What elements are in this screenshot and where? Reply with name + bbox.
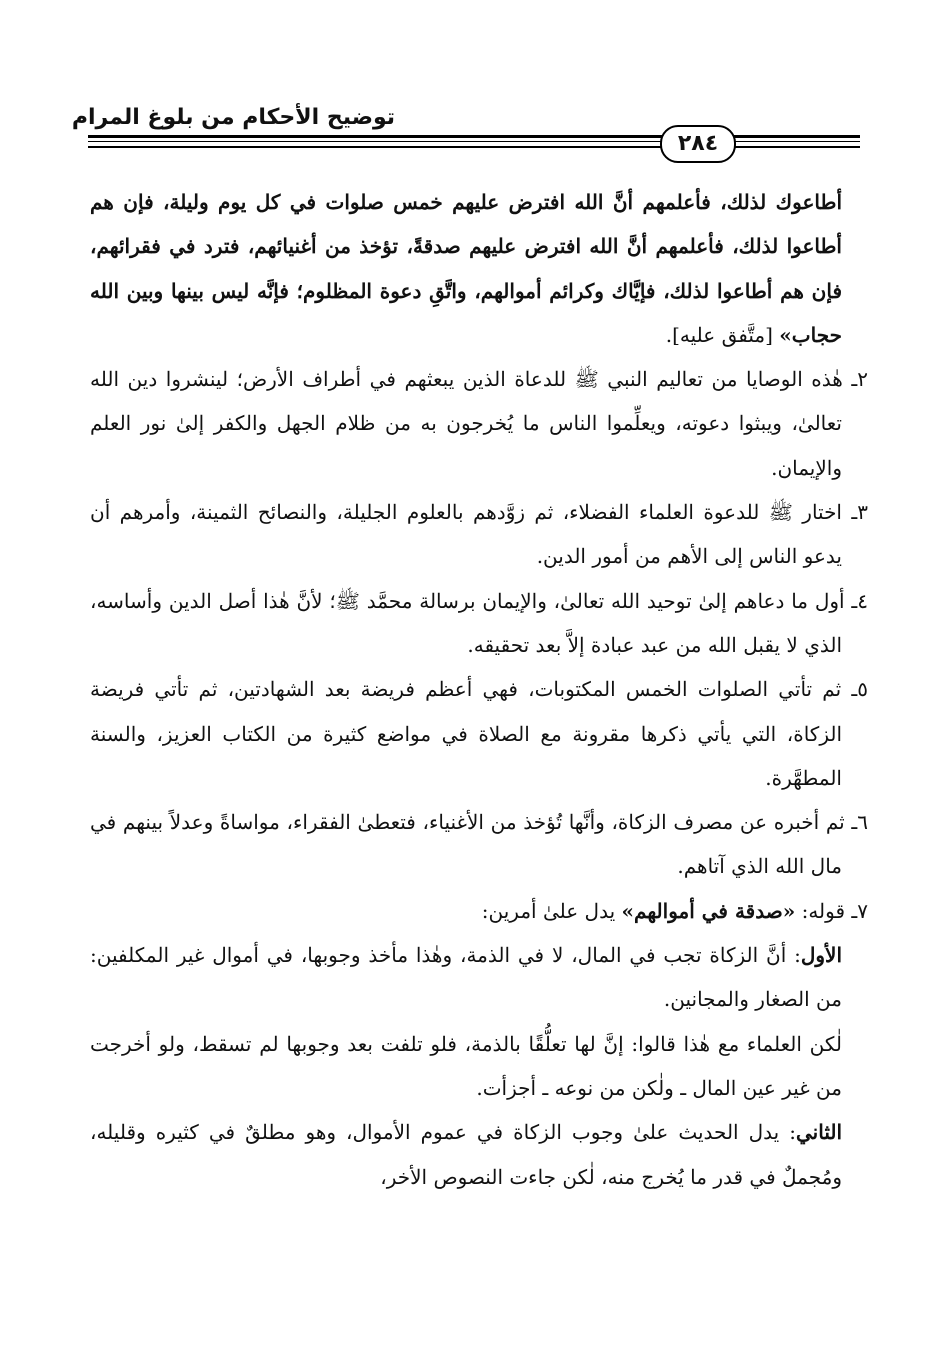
hadith-source: [متَّفق عليه]. bbox=[665, 322, 780, 347]
hadith-paragraph bbox=[90, 180, 842, 357]
point-5 bbox=[90, 667, 868, 800]
header-rule-bottom bbox=[88, 146, 860, 148]
point-text: ثم تأتي الصلوات الخمس المكتوبات، فهي أعظم فريضة بعد الشهادتين، ثم تأتي فريضة الزكاة، التي يأتي ذكرها مقرونة مع الصلاة في مواضع كثيرة من الكتاب العزيز، والسنة المطهَّرة. bbox=[90, 677, 852, 790]
header-rule-thin bbox=[88, 141, 860, 142]
point-3 bbox=[90, 490, 868, 579]
point-4 bbox=[90, 579, 868, 668]
second-text: : يدل الحديث علىٰ وجوب الزكاة في عموم الأموال، وهو مطلقٌ في كثيره وقليله، ومُجملٌ في قدر ما يُخرج منه، لٰكن جاءت النصوص الأخر، bbox=[90, 1120, 842, 1189]
first-matter bbox=[90, 933, 842, 1022]
point-6 bbox=[90, 800, 868, 889]
header-rule-thick bbox=[88, 135, 860, 138]
point-2 bbox=[90, 357, 868, 490]
point-number: ٣ـ bbox=[851, 500, 868, 525]
scholars-note: لٰكن العلماء مع هٰذا قالوا: إنَّ لها تعلُّقًا بالذمة، فلو تلفت بعد وجوبها لم تسقط، ولو أخرجت من غير عين المال ـ ولٰكن من نوعه ـ أجزأت. bbox=[90, 1031, 842, 1100]
page-body bbox=[90, 180, 868, 1270]
page-number-badge: ٢٨٤ bbox=[660, 125, 736, 163]
point-text: أول ما دعاهم إلىٰ توحيد الله تعالىٰ، والإيمان برسالة محمَّد ﷺ؛ لأنَّ هٰذا أصل الدين وأساسه، الذي لا يقبل الله من عبد عبادة إلاَّ بعد تحقيقه. bbox=[90, 588, 852, 657]
second-matter bbox=[90, 1110, 842, 1199]
point-text: ثم أخبره عن مصرف الزكاة، وأنَّها تُؤخذ من الأغنياء، فتعطىٰ الفقراء، مواساةً وعدلاً بينهم في مال الله الذي آتاهم. bbox=[90, 810, 852, 879]
point-text: اختار ﷺ للدعوة العلماء الفضلاء، ثم زوَّدهم بالعلوم الجليلة، والنصائح الثمينة، وأمرهم أن يدعو الناس إلى الأهم من أمور الدين. bbox=[90, 500, 852, 569]
point-number: ٦ـ bbox=[851, 810, 868, 835]
point-7-after: يدل علىٰ أمرين: bbox=[481, 898, 622, 923]
point-number: ٧ـ bbox=[851, 898, 868, 923]
point-7-quote: «صدقة في أموالهم» bbox=[621, 898, 796, 923]
first-label: الأول bbox=[800, 943, 842, 968]
point-7-intro: قوله: bbox=[795, 898, 852, 923]
hadith-text: أطاعوك لذلك، فأعلمهم أنَّ الله افترض عليهم خمس صلوات في كل يوم وليلة، فإن هم أطاعوا لذلك، فأعلمهم أنَّ الله افترض عليهم صدقةً، تؤخذ من أغنيائهم، فترد في فقرائهم، فإن هم أطاعوا لذلك، فإيَّاك وكرائم أموالهم، واتَّقِ دعوة المظلوم؛ فإنَّه ليس بينها وبين الله حجاب» bbox=[90, 190, 842, 347]
running-header-title: توضيح الأحكام من بلوغ المرام bbox=[71, 105, 395, 130]
second-label: الثاني bbox=[795, 1120, 842, 1145]
point-7 bbox=[90, 889, 868, 933]
point-text: هٰذه الوصايا من تعاليم النبي ﷺ للدعاة الذين يبعثهم في أطراف الأرض؛ لينشروا دين الله تعالىٰ، ويبثوا دعوته، ويعلِّموا الناس ما يُخرجون به من ظلام الجهل والكفر إلىٰ نور العلم والإيمان. bbox=[90, 367, 852, 480]
first-text: : أنَّ الزكاة تجب في المال، لا في الذمة، وهٰذا مأخذ وجوبها، في أموال غير المكلفين: من الصغار والمجانين. bbox=[90, 943, 842, 1012]
point-number: ٢ـ bbox=[851, 367, 868, 392]
point-number: ٤ـ bbox=[851, 588, 868, 613]
point-number: ٥ـ bbox=[851, 677, 868, 702]
